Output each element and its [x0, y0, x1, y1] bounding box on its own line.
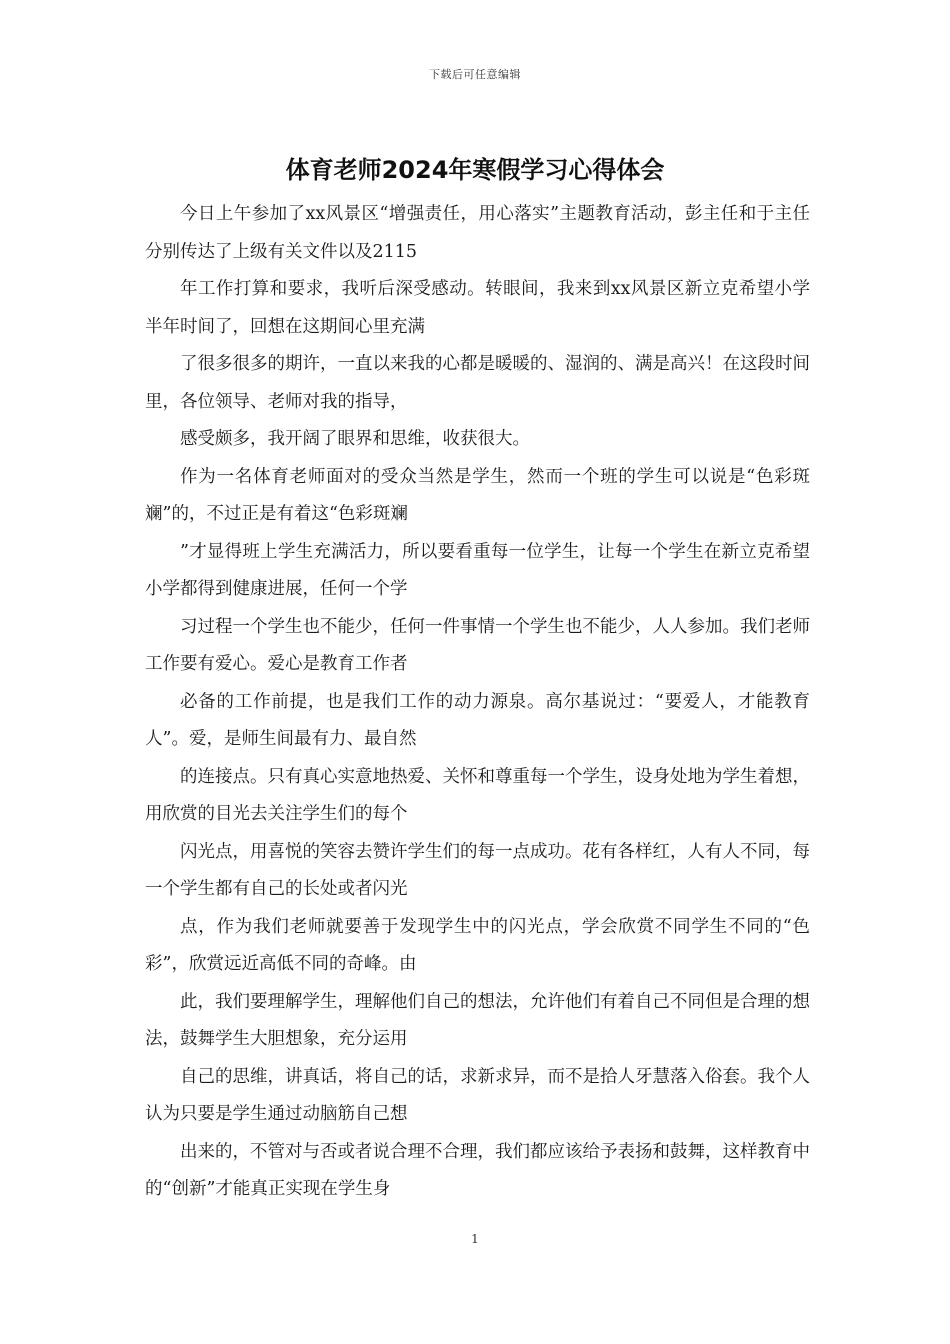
page-number: 1 [471, 1232, 479, 1246]
paragraph-14: 出来的，不管对与否或者说合理不合理，我们都应该给予表扬和鼓舞，这样教育中的“创新”才能真正实现在学生身 [145, 1141, 810, 1199]
paragraph-11: 点，作为我们老师就要善于发现学生中的闪光点，学会欣赏不同学生不同的“色彩”，欣赏远近高低不同的奇峰。由 [145, 916, 810, 974]
paragraph-7: 习过程一个学生也不能少，任何一件事情一个学生也不能少，人人参加。我们老师工作要有爱心。爱心是教育工作者 [145, 616, 810, 674]
paragraph-12: 此，我们要理解学生，理解他们自己的想法，允许他们有着自己不同但是合理的想法，鼓舞学生大胆想象，充分运用 [145, 991, 810, 1049]
paragraph-4: 感受颇多，我开阔了眼界和思维，收获很大。 [180, 429, 530, 449]
page-title: 体育老师2024年寒假学习心得体会 [285, 156, 665, 184]
document-body [145, 196, 810, 1209]
paragraph-3: 了很多很多的期许，一直以来我的心都是暖暖的、湿润的、满是高兴！在这段时间里，各位领导、老师对我的指导， [145, 354, 810, 412]
paragraph-13: 自己的思维，讲真话，将自己的话，求新求异，而不是拾人牙慧落入俗套。我个人认为只要是学生通过动脑筋自己想 [145, 1066, 810, 1124]
paragraph-10: 闪光点，用喜悦的笑容去赞许学生们的每一点成功。花有各样红，人有人不同，每一个学生都有自己的长处或者闪光 [145, 841, 810, 899]
paragraph-9: 的连接点。只有真心实意地热爱、关怀和尊重每一个学生，设身处地为学生着想，用欣赏的目光去关注学生们的每个 [145, 766, 810, 824]
paragraph-1: 今日上午参加了xx风景区“增强责任，用心落实”主题教育活动，彭主任和于主任分别传达了上级有关文件以及2115 [145, 204, 810, 262]
paragraph-6: ”才显得班上学生充满活力，所以要看重每一位学生，让每一个学生在新立克希望小学都得到健康进展，任何一个学 [145, 541, 810, 599]
paragraph-2: 年工作打算和要求，我听后深受感动。转眼间，我来到xx风景区新立克希望小学半年时间了，回想在这期间心里充满 [145, 279, 810, 337]
header-note: 下载后可任意编辑 [429, 68, 521, 81]
paragraph-5: 作为一名体育老师面对的受众当然是学生，然而一个班的学生可以说是“色彩斑斓”的，不过正是有着这“色彩斑斓 [145, 466, 810, 524]
paragraph-8: 必备的工作前提，也是我们工作的动力源泉。高尔基说过：“要爱人，才能教育人”。爱，是师生间最有力、最自然 [145, 691, 810, 749]
